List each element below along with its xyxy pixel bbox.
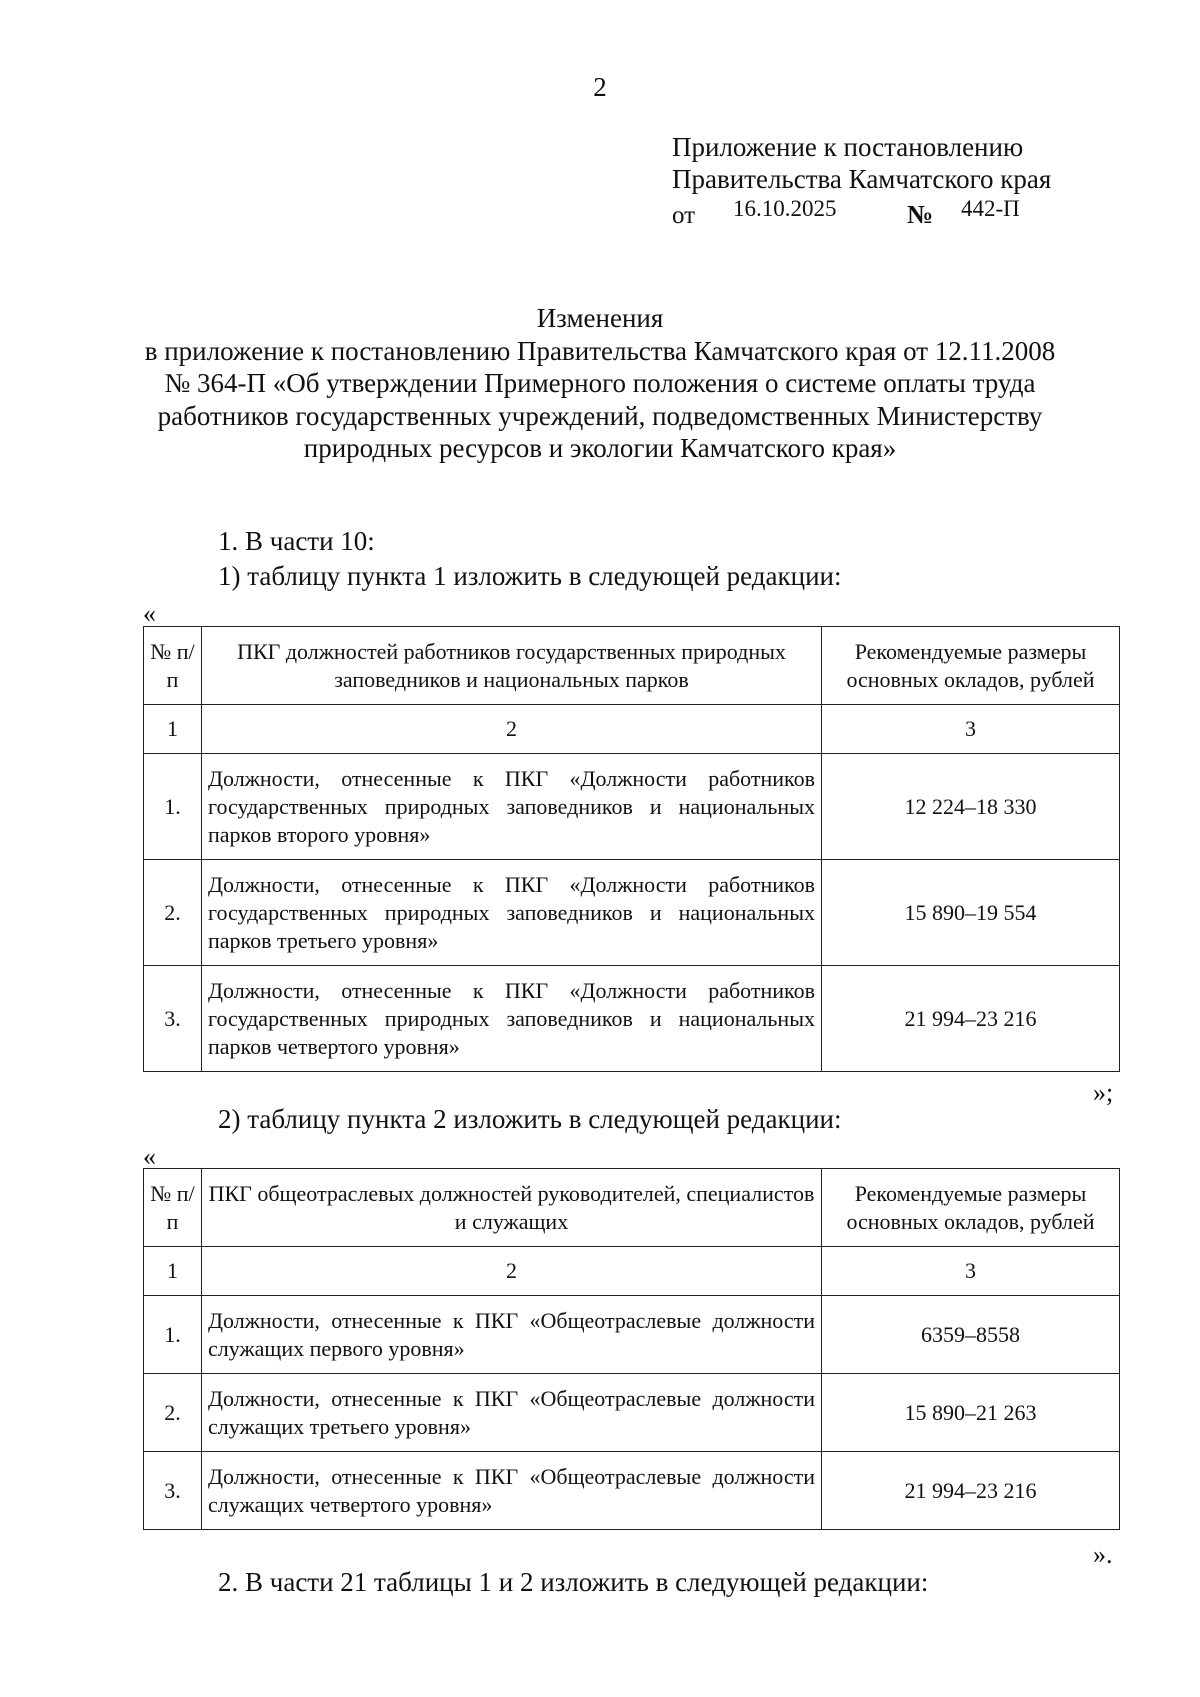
salary-table-2: [143, 1168, 1120, 1530]
colnum-1: 1: [144, 1247, 202, 1296]
column-number-row: [144, 1247, 1120, 1296]
row-num: 3.: [144, 966, 202, 1072]
row-num: 1.: [144, 754, 202, 860]
table-row: [144, 1452, 1120, 1530]
colnum-2: 2: [202, 705, 822, 754]
section-2-heading: 2. В части 21 таблицы 1 и 2 изложить в следующей редакции:: [218, 1567, 929, 1597]
row-num: 3.: [144, 1452, 202, 1530]
section-1-item-2: 2) таблицу пункта 2 изложить в следующей редакции:: [218, 1104, 842, 1134]
row-desc: Должности, отнесенные к ПКГ «Должности работников государственных природных заповедников и национальных парков третьего уровня»: [202, 860, 822, 966]
row-desc: Должности, отнесенные к ПКГ «Общеотраслевые должности служащих первого уровня»: [202, 1296, 822, 1374]
section-1-heading: 1. В части 10:: [218, 526, 375, 556]
row-value: 21 994–23 216: [822, 1452, 1120, 1530]
table-row: [144, 966, 1120, 1072]
row-value: 12 224–18 330: [822, 754, 1120, 860]
open-quote-2: «: [143, 1142, 156, 1171]
appendix-number-sign: №: [907, 200, 934, 229]
row-num: 2.: [144, 1374, 202, 1452]
colnum-3: 3: [822, 1247, 1120, 1296]
title-heading: Изменения: [536, 303, 664, 333]
colnum-1: 1: [144, 705, 202, 754]
row-value: 21 994–23 216: [822, 966, 1120, 1072]
column-number-row: [144, 705, 1120, 754]
table-header-row: [144, 1169, 1120, 1247]
salary-table-1: [143, 626, 1120, 1072]
open-quote-1: «: [143, 599, 156, 628]
title-line-4: природных ресурсов и экологии Камчатского края»: [303, 433, 897, 464]
header-num: № п/п: [144, 627, 202, 705]
appendix-from-label: от: [672, 202, 696, 229]
document-title: [130, 302, 1070, 465]
row-value: 15 890–19 554: [822, 860, 1120, 966]
row-value: 6359–8558: [822, 1296, 1120, 1374]
section-1-item-1: 1) таблицу пункта 1 изложить в следующей редакции:: [218, 561, 842, 591]
row-desc: Должности, отнесенные к ПКГ «Должности работников государственных природных заповедников и национальных парков четвертого уровня»: [202, 966, 822, 1072]
close-quote-2: ».: [1093, 1540, 1113, 1569]
row-num: 2.: [144, 860, 202, 966]
title-line-2: № 364-П «Об утверждении Примерного положения о системе оплаты труда: [164, 368, 1036, 399]
colnum-3: 3: [822, 705, 1120, 754]
colnum-2: 2: [202, 1247, 822, 1296]
header-name: ПКГ должностей работников государственных природных заповедников и национальных парков: [202, 627, 822, 705]
appendix-block: [672, 131, 1051, 195]
row-desc: Должности, отнесенные к ПКГ «Общеотраслевые должности служащих четвертого уровня»: [202, 1452, 822, 1530]
header-salary: Рекомендуемые размеры основных окладов, рублей: [822, 1169, 1120, 1247]
title-line-1: в приложение к постановлению Правительства Камчатского края от 12.11.2008: [144, 335, 1056, 366]
appendix-line-2: Правительства Камчатского края: [672, 164, 1052, 194]
appendix-number: 442-П: [961, 196, 1020, 221]
row-desc: Должности, отнесенные к ПКГ «Должности работников государственных природных заповедников и национальных парков второго уровня»: [202, 754, 822, 860]
title-line-3: работников государственных учреждений, подведомственных Министерству: [157, 400, 1043, 431]
row-value: 15 890–21 263: [822, 1374, 1120, 1452]
table-header-row: [144, 627, 1120, 705]
table-row: [144, 1374, 1120, 1452]
header-name: ПКГ общеотраслевых должностей руководителей, специалистов и служащих: [202, 1169, 822, 1247]
table-row: [144, 1296, 1120, 1374]
table-row: [144, 860, 1120, 966]
row-num: 1.: [144, 1296, 202, 1374]
header-salary: Рекомендуемые размеры основных окладов, рублей: [822, 627, 1120, 705]
appendix-line-1: Приложение к постановлению: [672, 132, 1024, 162]
page-number: 2: [593, 72, 607, 102]
table-row: [144, 754, 1120, 860]
appendix-date: 16.10.2025: [733, 196, 837, 221]
close-quote-1: »;: [1093, 1078, 1114, 1107]
row-desc: Должности, отнесенные к ПКГ «Общеотраслевые должности служащих третьего уровня»: [202, 1374, 822, 1452]
header-num: № п/п: [144, 1169, 202, 1247]
